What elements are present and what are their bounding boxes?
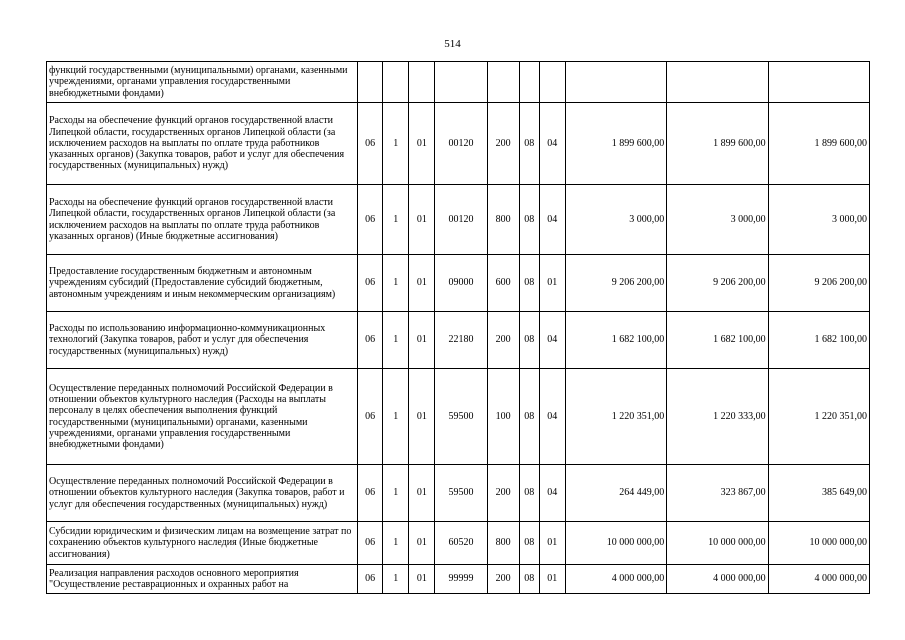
code-cell: 08 xyxy=(519,565,539,594)
code-cell: 06 xyxy=(358,522,383,565)
amount-cell: 1 220 333,00 xyxy=(667,369,768,465)
code-cell: 1 xyxy=(383,522,409,565)
amount-cell: 10 000 000,00 xyxy=(667,522,768,565)
code-cell: 22180 xyxy=(435,312,487,369)
code-cell: 06 xyxy=(358,465,383,522)
code-cell: 1 xyxy=(383,369,409,465)
table-row xyxy=(47,565,870,594)
code-cell: 01 xyxy=(409,255,435,312)
row-description: Осуществление переданных полномочий Российской Федерации в отношении объектов культурного наследия (Закупка товаров, работ и услуг для обеспечения государственных (муниципальных) нужд) xyxy=(47,465,358,522)
amount-cell: 9 206 200,00 xyxy=(768,255,869,312)
code-cell: 08 xyxy=(519,465,539,522)
code-cell: 06 xyxy=(358,312,383,369)
row-description: Расходы на обеспечение функций органов государственной власти Липецкой области, государственных органов Липецкой области (за исключением расходов на выплаты по оплате труда работников указанных органов) (Закупка товаров, работ и услуг для обеспечения государственных (муниципальных) нужд) xyxy=(47,103,358,185)
code-cell: 1 xyxy=(383,312,409,369)
code-cell: 800 xyxy=(487,185,519,255)
code-cell: 200 xyxy=(487,565,519,594)
code-cell: 1 xyxy=(383,103,409,185)
code-cell: 99999 xyxy=(435,565,487,594)
amount-cell: 323 867,00 xyxy=(667,465,768,522)
code-cell: 09000 xyxy=(435,255,487,312)
code-cell: 08 xyxy=(519,522,539,565)
row-description: Расходы по использованию информационно-коммуникационных технологий (Закупка товаров, работ и услуг для обеспечения государственных (муниципальных) нужд) xyxy=(47,312,358,369)
code-cell: 08 xyxy=(519,369,539,465)
code-cell: 06 xyxy=(358,565,383,594)
table-row xyxy=(47,369,870,465)
code-cell: 08 xyxy=(519,312,539,369)
row-description: Субсидии юридическим и физическим лицам на возмещение затрат по сохранению объектов культурного наследия (Иные бюджетные ассигнования) xyxy=(47,522,358,565)
amount-cell: 1 220 351,00 xyxy=(768,369,869,465)
code-cell: 04 xyxy=(539,185,565,255)
row-description: Расходы на обеспечение функций органов государственной власти Липецкой области, государственных органов Липецкой области (за исключением расходов на выплаты по оплате труда работников указанных органов) (Иные бюджетные ассигнования) xyxy=(47,185,358,255)
table-row xyxy=(47,185,870,255)
amount-cell: 9 206 200,00 xyxy=(565,255,666,312)
code-cell: 00120 xyxy=(435,103,487,185)
amount-cell: 1 899 600,00 xyxy=(667,103,768,185)
code-cell: 01 xyxy=(539,255,565,312)
amount-cell: 3 000,00 xyxy=(667,185,768,255)
code-cell: 06 xyxy=(358,185,383,255)
amount-cell: 1 682 100,00 xyxy=(565,312,666,369)
row-description: Предоставление государственным бюджетным и автономным учреждениям субсидий (Предоставление субсидий бюджетным, автономным учреждениям и иным некоммерческим организациям) xyxy=(47,255,358,312)
code-cell xyxy=(409,62,435,103)
code-cell xyxy=(539,62,565,103)
code-cell: 08 xyxy=(519,185,539,255)
amount-cell xyxy=(565,62,666,103)
code-cell: 1 xyxy=(383,565,409,594)
row-description: функций государственными (муниципальными) органами, казенными учреждениями, органами управления государственными внебюджетными фондами) xyxy=(47,62,358,103)
amount-cell xyxy=(768,62,869,103)
code-cell: 01 xyxy=(409,465,435,522)
code-cell: 1 xyxy=(383,185,409,255)
code-cell: 01 xyxy=(409,312,435,369)
code-cell: 200 xyxy=(487,465,519,522)
code-cell: 08 xyxy=(519,255,539,312)
amount-cell: 4 000 000,00 xyxy=(565,565,666,594)
amount-cell: 1 220 351,00 xyxy=(565,369,666,465)
amount-cell: 1 899 600,00 xyxy=(768,103,869,185)
code-cell: 08 xyxy=(519,103,539,185)
table-row xyxy=(47,522,870,565)
code-cell xyxy=(435,62,487,103)
code-cell: 01 xyxy=(409,103,435,185)
amount-cell: 10 000 000,00 xyxy=(565,522,666,565)
code-cell: 06 xyxy=(358,255,383,312)
code-cell: 01 xyxy=(409,369,435,465)
amount-cell: 9 206 200,00 xyxy=(667,255,768,312)
amount-cell: 1 899 600,00 xyxy=(565,103,666,185)
code-cell: 01 xyxy=(409,522,435,565)
amount-cell xyxy=(667,62,768,103)
code-cell xyxy=(519,62,539,103)
code-cell: 04 xyxy=(539,103,565,185)
row-description: Осуществление переданных полномочий Российской Федерации в отношении объектов культурного наследия (Расходы на выплаты персоналу в целях обеспечения выполнения функций государственными (муниципальными) органами, казенными учреждениями, органами управления государственными внебюджетными фондами) xyxy=(47,369,358,465)
code-cell: 59500 xyxy=(435,369,487,465)
amount-cell: 1 682 100,00 xyxy=(667,312,768,369)
amount-cell: 3 000,00 xyxy=(565,185,666,255)
table-row xyxy=(47,312,870,369)
amount-cell: 10 000 000,00 xyxy=(768,522,869,565)
amount-cell: 4 000 000,00 xyxy=(768,565,869,594)
code-cell: 04 xyxy=(539,369,565,465)
code-cell: 1 xyxy=(383,465,409,522)
row-description: Реализация направления расходов основного мероприятия "Осуществление реставрационных и охранных работ на xyxy=(47,565,358,594)
amount-cell: 3 000,00 xyxy=(768,185,869,255)
code-cell xyxy=(487,62,519,103)
code-cell: 100 xyxy=(487,369,519,465)
code-cell: 06 xyxy=(358,103,383,185)
amount-cell: 264 449,00 xyxy=(565,465,666,522)
code-cell: 1 xyxy=(383,255,409,312)
code-cell: 01 xyxy=(539,522,565,565)
page-number: 514 xyxy=(444,38,461,50)
code-cell: 59500 xyxy=(435,465,487,522)
table-row xyxy=(47,465,870,522)
code-cell: 200 xyxy=(487,312,519,369)
code-cell: 00120 xyxy=(435,185,487,255)
code-cell: 06 xyxy=(358,369,383,465)
code-cell xyxy=(383,62,409,103)
amount-cell: 1 682 100,00 xyxy=(768,312,869,369)
table-row xyxy=(47,255,870,312)
table-row xyxy=(47,103,870,185)
code-cell: 04 xyxy=(539,312,565,369)
code-cell: 200 xyxy=(487,103,519,185)
code-cell: 60520 xyxy=(435,522,487,565)
budget-table xyxy=(46,61,870,594)
code-cell xyxy=(358,62,383,103)
table-row xyxy=(47,62,870,103)
code-cell: 800 xyxy=(487,522,519,565)
code-cell: 600 xyxy=(487,255,519,312)
code-cell: 01 xyxy=(409,565,435,594)
code-cell: 04 xyxy=(539,465,565,522)
amount-cell: 385 649,00 xyxy=(768,465,869,522)
code-cell: 01 xyxy=(409,185,435,255)
code-cell: 01 xyxy=(539,565,565,594)
amount-cell: 4 000 000,00 xyxy=(667,565,768,594)
